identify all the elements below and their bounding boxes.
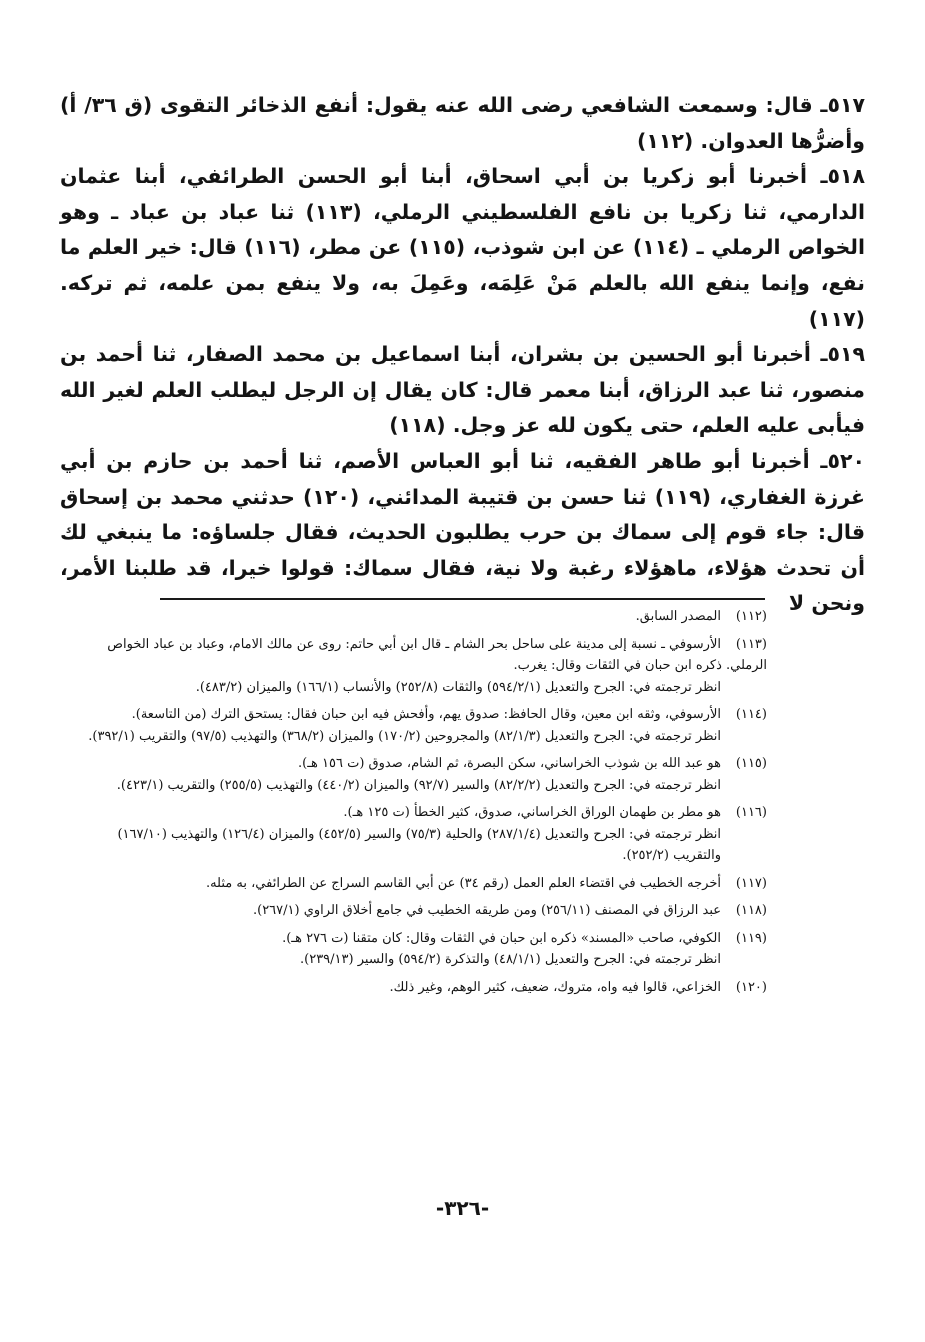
footnote-reference: انظر ترجمته في: الجرح والتعديل (٤٨/١/١) والتذكرة (٥٩٤/٢) والسير (٢٣٩/١٣). bbox=[300, 952, 721, 967]
footnote-reference: انظر ترجمته في: الجرح والتعديل (٨٢/١/٣) والمجروحين (١٧٠/٢) والميزان (٣٦٨/٢) والتهذيب (٩٧/٥) والتقريب (٣٩٢/١). bbox=[88, 728, 721, 744]
footnote-text: هو مطر بن طهمان الوراق الخراساني، صدوق، كثير الخطأ (ت ١٢٥ هـ). bbox=[343, 805, 721, 820]
footnote-120 bbox=[68, 977, 767, 999]
footnote-text: الخزاعي، قالوا فيه واه، متروك، ضعيف، كثير الوهم، وغير ذلك. bbox=[389, 979, 721, 995]
paragraph-517: ٥١٧ـ قال: وسمعت الشافعي رضى الله عنه يقول: أنفع الذخائر التقوى (ق ٣٦/ أ) وأضرُّها العدوان. (١١٢) bbox=[60, 93, 865, 153]
footnote-number: (١١٩) bbox=[735, 930, 767, 946]
footnote-text: هو عبد الله بن شوذب الخراساني، سكن البصرة، ثم الشام، صدوق (ت ١٥٦ هـ). bbox=[298, 756, 721, 771]
footnote-number: (١١٤) bbox=[735, 707, 767, 722]
footnote-number: (١١٥) bbox=[735, 756, 767, 771]
footnote-119 bbox=[68, 928, 767, 971]
footnote-text: الكوفي، صاحب «المسند» ذكره ابن حبان في الثقات وقال: كان متقنا (ت ٢٧٦ هـ). bbox=[282, 930, 721, 946]
footnote-text: الأرسوفي، وثقه ابن معين، وقال الحافظ: صدوق يهم، وأفحش فيه ابن حبان فقال: يستحق الترك (من التاسعة). bbox=[131, 707, 721, 722]
paragraph-520: ٥٢٠ـ أخبرنا أبو طاهر الفقيه، ثنا أبو العباس الأصم، ثنا أحمد بن حازم بن أبي غرزة الغفاري، (١١٩) ثنا حسن بن قتيبة المدائني، (١٢٠) حدثني محمد بن إسحاق قال: جاء قوم إلى سماك بن حرب يطلبون الحديث، فقال جلساؤه: ما ينبغي لك أن تحدث هؤلاء، ماهؤلاء رغبة ولا نية، فقال سماك: قولوا خيرا، قد طلبنا الأمر، ونحن لا bbox=[60, 448, 865, 616]
footnote-reference: انظر ترجمته في: الجرح والتعديل (٥٩٤/٢/١) والثقات (٢٥٢/٨) والأنساب (١٦٦/١) والميزان (٤٨٣/٢). bbox=[195, 679, 721, 695]
paragraph-518: ٥١٨ـ أخبرنا أبو زكريا بن أبي اسحاق، أبنا أبو الحسن الطرائفي، أبنا عثمان الدارمي، ثنا زكريا بن نافع الفلسطيني الرملي، (١١٣) ثنا عباد بن عباد ـ وهو الخواص الرملي ـ (١١٤) عن ابن شوذب، (١١٥) عن مطر، (١١٦) قال: خير العلم ما نفع، وإنما ينفع الله بالعلم مَنْ عَلِمَه، وعَمِلَ به، ولا ينفع بمن علمه، ثم تركه. (١١٧) bbox=[60, 164, 865, 331]
footnote-113 bbox=[68, 634, 767, 699]
paragraph-519: ٥١٩ـ أخبرنا أبو الحسين بن بشران، أبنا اسماعيل بن محمد الصفار، ثنا أحمد بن منصور، ثنا عبد الرزاق، أبنا معمر قال: كان يقال إن الرجل ليطلب العلم لغير الله فيأبى عليه العلم، حتى يكون لله عز وجل. (١١٨) bbox=[60, 342, 865, 438]
footnote-number: (١١٣) bbox=[735, 636, 767, 652]
page-number: -٣٢٦- bbox=[435, 1196, 490, 1220]
footnote-112 bbox=[68, 606, 767, 628]
footnote-114 bbox=[68, 704, 767, 747]
footnote-text: عبد الرزاق في المصنف (٢٥٦/١١) ومن طريقه الخطيب في جامع أخلاق الراوي (٢٦٧/١). bbox=[252, 903, 721, 918]
footnote-reference: انظر ترجمته في: الجرح والتعديل (٨٢/٢/٢) والسير (٩٢/٧) والميزان (٤٤٠/٢) والتهذيب (٢٥٥/٥) والتقريب (٤٢٣/١). bbox=[116, 777, 721, 793]
footnote-number: (١١٢) bbox=[735, 609, 767, 624]
footnote-117 bbox=[68, 873, 767, 895]
footnotes bbox=[68, 606, 767, 1004]
footnote-115 bbox=[68, 753, 767, 796]
main-text bbox=[60, 88, 865, 622]
footnote-text: الأرسوفي ـ نسبة إلى مدينة على ساحل بحر الشام ـ قال ابن أبي حاتم: روى عن مالك الامام، وعباد بن عباد الخواص الرملي. ذكره ابن حبان في الثقات وقال: يغرب. bbox=[107, 636, 767, 673]
footnote-116 bbox=[68, 802, 767, 867]
footnote-number: (١١٧) bbox=[735, 875, 767, 891]
footnote-118 bbox=[68, 900, 767, 922]
footnote-number: (١١٨) bbox=[735, 903, 767, 918]
footnote-divider bbox=[160, 598, 765, 600]
footnote-text: المصدر السابق. bbox=[635, 609, 721, 624]
footnote-reference: انظر ترجمته في: الجرح والتعديل (٢٨٧/١/٤) والحلية (٧٥/٣) والسير (٤٥٢/٥) والميزان (١٢٦/٤) والتهذيب (١٦٧/١٠) والتقريب (٢٥٢/٢). bbox=[117, 826, 721, 863]
footnote-number: (١١٦) bbox=[735, 805, 767, 820]
footnote-text: أخرجه الخطيب في اقتضاء العلم العمل (رقم ٣٤) عن أبي القاسم السراج عن الطرائفي، به مثله. bbox=[205, 875, 721, 891]
footnote-number: (١٢٠) bbox=[735, 979, 767, 995]
